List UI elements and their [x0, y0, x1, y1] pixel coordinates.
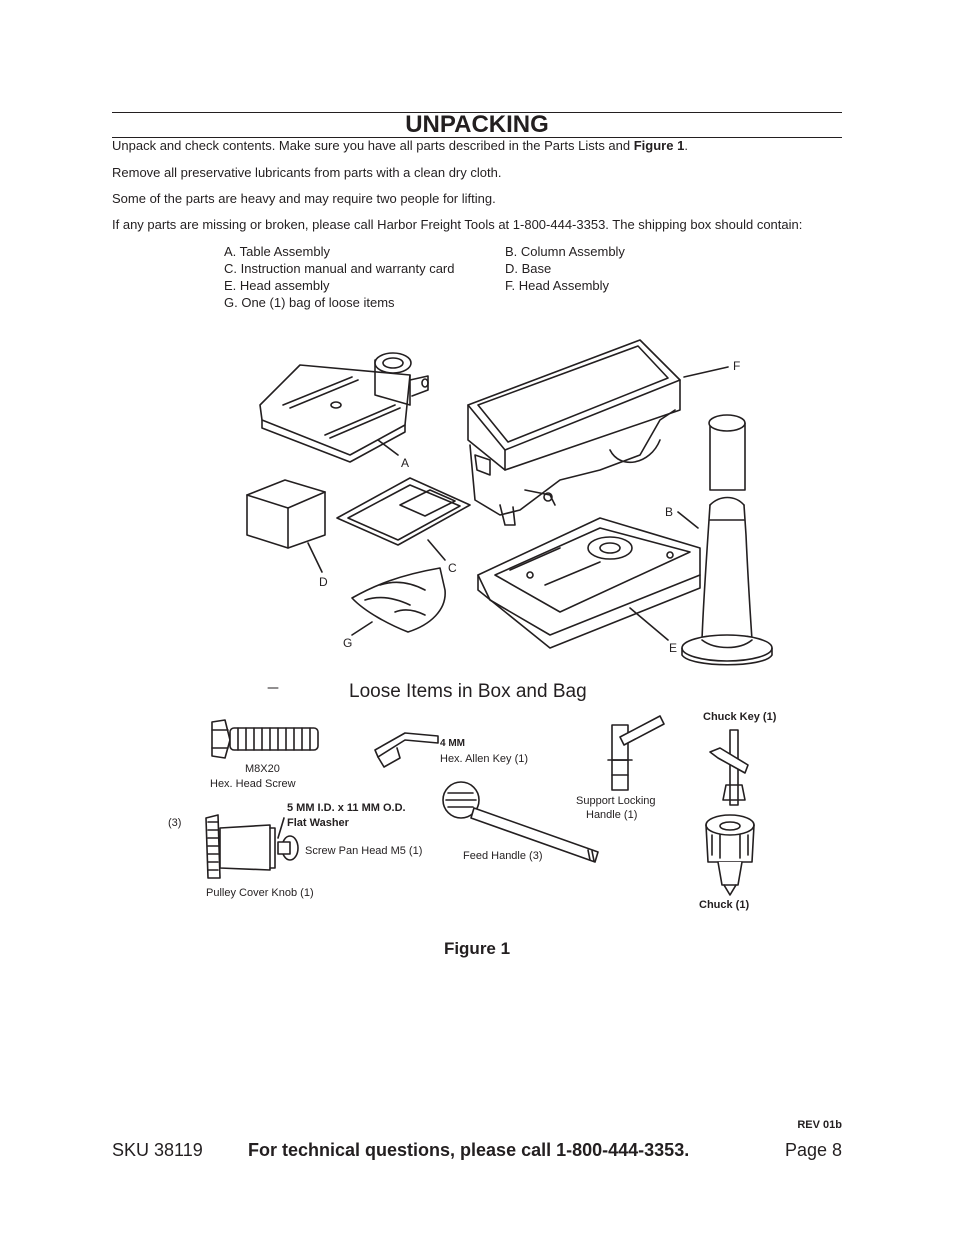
label-e: E	[669, 641, 678, 655]
manual-drawing	[337, 478, 470, 545]
label-a: A	[401, 456, 410, 470]
washer-pointer-line	[278, 818, 284, 838]
screw-size-label: M8X20	[245, 763, 280, 775]
label-b: B	[665, 505, 674, 519]
chuck-key-label: Chuck Key (1)	[703, 711, 777, 723]
lifting-paragraph: Some of the parts are heavy and may require two people for lifting.	[112, 191, 496, 206]
intro-text: Unpack and check contents. Make sure you have all parts described in the Parts Lists and	[112, 138, 634, 153]
head-assembly-drawing	[468, 340, 680, 525]
pulley-knob-label: Pulley Cover Knob (1)	[206, 887, 314, 899]
support-name-label: Support Locking	[576, 795, 656, 807]
intro-end: .	[684, 138, 688, 153]
list-item: C. Instruction manual and warranty card	[224, 261, 455, 276]
allen-size-label: 4 MM	[440, 738, 465, 749]
list-item: B. Column Assembly	[505, 244, 625, 259]
lubricant-paragraph: Remove all preservative lubricants from parts with a clean dry cloth.	[112, 165, 502, 180]
loose-items-title: Loose Items in Box and Bag	[349, 681, 587, 702]
support-qty-label: Handle (1)	[586, 809, 638, 821]
feed-handle-label: Feed Handle (3)	[463, 850, 543, 862]
screw-name-label: Hex. Head Screw	[210, 778, 296, 790]
revision-label: REV 01b	[797, 1119, 842, 1131]
chuck-label: Chuck (1)	[699, 899, 750, 911]
hex-head-screw-drawing	[212, 720, 318, 758]
table-assembly-drawing	[260, 353, 428, 462]
washer-name-label: Flat Washer	[287, 817, 349, 829]
allen-name-label: Hex. Allen Key (1)	[440, 753, 529, 765]
list-item: A. Table Assembly	[224, 244, 330, 259]
figure-reference: Figure 1	[633, 138, 685, 153]
footer-tech-support: For technical questions, please call 1-800-444-3353.	[248, 1140, 690, 1160]
list-item: F. Head Assembly	[505, 278, 610, 293]
chuck-drawing	[706, 815, 754, 895]
page-title: UNPACKING	[405, 111, 549, 138]
label-c: C	[448, 561, 457, 575]
column-assembly-drawing	[682, 415, 772, 665]
loose-items-bag-drawing	[352, 568, 445, 632]
footer-page-number: Page 8	[784, 1140, 842, 1160]
label-d: D	[319, 575, 328, 589]
pan-screw-label: Screw Pan Head M5 (1)	[305, 845, 423, 857]
pulley-cover-knob-drawing	[206, 815, 275, 878]
base-drawing	[478, 518, 700, 648]
missing-parts-paragraph: If any parts are missing or broken, please call Harbor Freight Tools at 1-800-444-3353. The shipping box should contain:	[112, 217, 803, 232]
pan-head-screw-drawing	[278, 836, 298, 860]
list-item: E. Head assembly	[224, 278, 330, 293]
list-item: D. Base	[505, 261, 552, 276]
list-item: G. One (1) bag of loose items	[224, 295, 395, 310]
support-locking-handle-drawing	[608, 716, 664, 790]
quantity-label: (3)	[168, 817, 182, 829]
footer-sku: SKU 38119	[112, 1140, 203, 1160]
figure-caption: Figure 1	[443, 939, 511, 958]
base-box-drawing	[247, 480, 325, 548]
washer-size-label: 5 MM I.D. x 11 MM O.D.	[287, 802, 406, 814]
label-g: G	[343, 636, 353, 650]
allen-key-drawing	[375, 733, 438, 767]
chuck-key-drawing	[710, 730, 748, 805]
label-f: F	[733, 359, 741, 373]
